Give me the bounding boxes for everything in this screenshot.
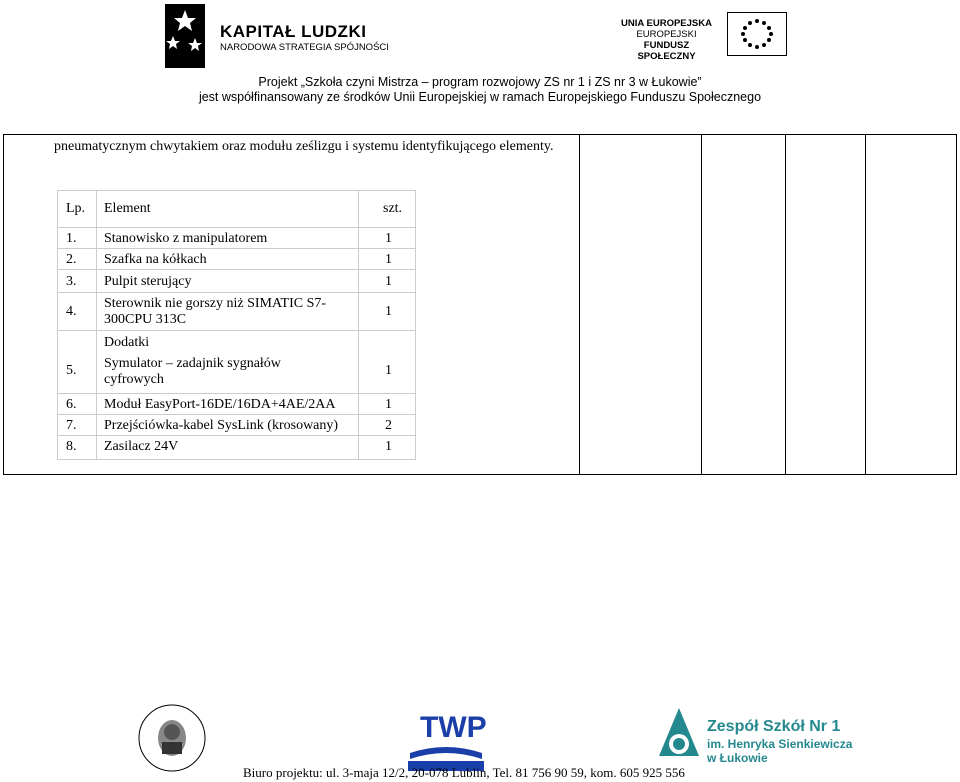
school-3-seal-icon bbox=[136, 702, 208, 774]
table-row bbox=[58, 330, 415, 393]
eu-flag-icon bbox=[727, 12, 787, 56]
header-lp: Lp. bbox=[66, 201, 86, 216]
row-lp: 1. bbox=[66, 231, 77, 246]
eu-line3: FUNDUSZ SPOŁECZNY bbox=[637, 40, 696, 62]
header-element: Element bbox=[104, 201, 151, 216]
row-lp: 6. bbox=[66, 397, 77, 412]
row-lp: 5. bbox=[66, 363, 77, 378]
table-row bbox=[58, 393, 415, 414]
eu-label bbox=[614, 18, 719, 62]
equipment-table bbox=[57, 190, 416, 460]
column-divider bbox=[865, 135, 866, 474]
eu-line2: EUROPEJSKI bbox=[636, 29, 697, 40]
kapital-ludzki-subtitle: NARODOWA STRATEGIA SPÓJNOŚCI bbox=[220, 42, 389, 53]
row-lp: 3. bbox=[66, 274, 77, 289]
header-qty: szt. bbox=[383, 201, 403, 216]
row-section: Dodatki bbox=[104, 335, 150, 350]
row-qty: 1 bbox=[385, 304, 392, 319]
school-name-line2: im. Henryka Sienkiewicza bbox=[707, 737, 853, 751]
school-name-line3: w Łukowie bbox=[707, 751, 768, 765]
kapital-ludzki-title: KAPITAŁ LUDZKI bbox=[220, 22, 367, 41]
school-1-emblem-icon bbox=[655, 706, 703, 768]
row-qty: 1 bbox=[385, 231, 392, 246]
row-qty: 2 bbox=[385, 418, 392, 433]
row-lp: 7. bbox=[66, 418, 77, 433]
row-element: Zasilacz 24V bbox=[104, 439, 179, 454]
table-row bbox=[58, 292, 415, 330]
column-divider bbox=[579, 135, 580, 474]
row-qty: 1 bbox=[385, 363, 392, 378]
kapital-ludzki-logo-icon bbox=[165, 0, 205, 68]
column-divider bbox=[785, 135, 786, 474]
column-divider bbox=[701, 135, 702, 474]
footer-address: Biuro projektu: ul. 3-maja 12/2, 20-078 Lublin, Tel. 81 756 90 59, kom. 605 925 556 bbox=[243, 765, 685, 780]
row-qty: 1 bbox=[385, 252, 392, 267]
intro-text: pneumatycznym chwytakiem oraz modułu ześlizgu i systemu identyfikującego elementy. bbox=[54, 139, 554, 154]
row-element: Przejściówka-kabel SysLink (krosowany) bbox=[104, 418, 339, 433]
row-qty: 1 bbox=[385, 439, 392, 454]
row-lp: 2. bbox=[66, 252, 77, 267]
school-name-line1: Zespół Szkół Nr 1 bbox=[707, 718, 841, 735]
svg-text:TWP: TWP bbox=[420, 711, 487, 744]
table-row bbox=[58, 414, 415, 435]
row-element: Symulator – zadajnik sygnałów cyfrowych bbox=[104, 356, 281, 387]
table-row bbox=[58, 435, 415, 459]
project-funding: jest współfinansowany ze środków Unii Europejskiej w ramach Europejskiego Funduszu Społecznego bbox=[198, 90, 762, 104]
row-lp: 4. bbox=[66, 304, 77, 319]
row-element: Stanowisko z manipulatorem bbox=[104, 231, 268, 246]
row-qty: 1 bbox=[385, 274, 392, 289]
row-element: Pulpit sterujący bbox=[104, 274, 192, 289]
project-title: Projekt „Szkoła czyni Mistrza – program rozwojowy ZS nr 1 i ZS nr 3 w Łukowie” bbox=[258, 75, 702, 89]
row-qty: 1 bbox=[385, 397, 392, 412]
table-row bbox=[58, 269, 415, 292]
table-row bbox=[58, 248, 415, 269]
table-header-row bbox=[58, 191, 415, 227]
table-row bbox=[58, 227, 415, 248]
row-element: Sterownik nie gorszy niż SIMATIC S7-300CPU 313C bbox=[104, 296, 327, 327]
row-element: Moduł EasyPort-16DE/16DA+4AE/2AA bbox=[104, 397, 336, 412]
eu-line1: UNIA EUROPEJSKA bbox=[621, 18, 712, 29]
twp-logo-icon bbox=[400, 703, 492, 773]
row-element: Szafka na kółkach bbox=[104, 252, 207, 267]
row-lp: 8. bbox=[66, 439, 77, 454]
